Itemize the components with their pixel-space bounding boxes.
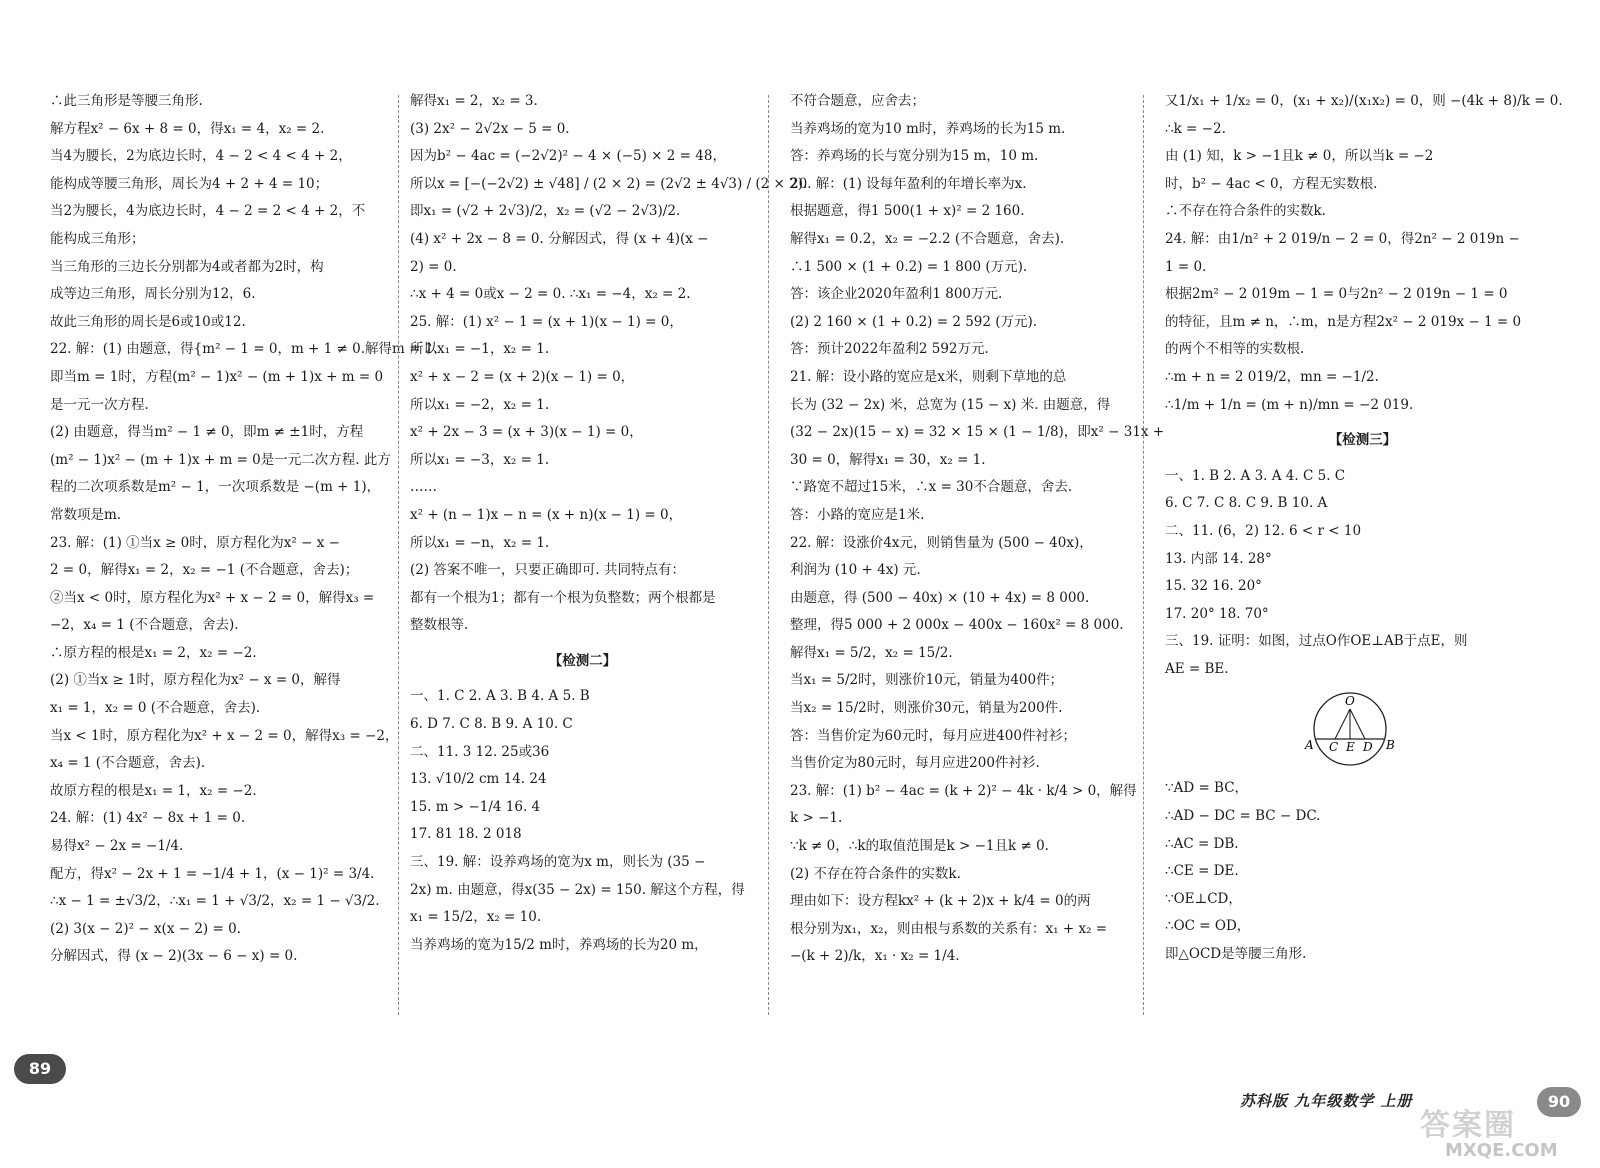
text-line: x₁ = 15/2，x₂ = 10.: [410, 909, 542, 926]
text-line: 22. 解：设涨价4x元，则销售量为 (500 − 40x)，: [790, 534, 1093, 551]
text-line: 根据题意，得1 500(1 + x)² = 2 160.: [790, 203, 1025, 220]
text-line: 配方，得x² − 2x + 1 = −1/4 + 1，(x − 1)² = 3/4.: [50, 865, 375, 882]
text-line: 故原方程的根是x₁ = 1，x₂ = −2.: [50, 782, 257, 799]
text-line: 二、11. 3 12. 25或36: [410, 743, 550, 760]
text-line: 不符合题意，应舍去；: [790, 93, 925, 109]
text-line: 易得x² − 2x = −1/4.: [50, 838, 184, 855]
text-line: 24. 解：(1) 4x² − 8x + 1 = 0.: [50, 810, 246, 827]
text-line: x² + 2x − 3 = (x + 3)(x − 1) = 0，: [410, 424, 643, 441]
text-line: 三、19. 解：设养鸡场的宽为x m，则长为 (35 −: [410, 854, 706, 871]
text-line: 23. 解：(1) b² − 4ac = (k + 2)² − 4k · k/4 > 0，解得: [790, 782, 1137, 799]
text-line: 20. 解：(1) 设每年盈利的年增长率为x.: [790, 175, 1027, 192]
text-line: 解得x₁ = 0.2，x₂ = −2.2 (不合题意，舍去).: [790, 230, 1065, 247]
text-line: x² + x − 2 = (x + 2)(x − 1) = 0，: [410, 368, 635, 385]
text-line: ∴此三角形是等腰三角形.: [50, 93, 203, 109]
segment-oc: [1335, 709, 1350, 739]
text-line: 又1/x₁ + 1/x₂ = 0，(x₁ + x₂)/(x₁x₂) = 0，则 −(4k + 8)/k = 0.: [1165, 93, 1563, 109]
column-4-mid: [1165, 463, 1560, 684]
text-line: (32 − 2x)(15 − x) = 32 × 15 × (1 − 1/8)，即x² − 31x +: [790, 424, 1165, 441]
text-line: ∵AD = BC，: [1165, 780, 1249, 797]
text-line: 程的二次项系数是m² − 1，一次项系数是 −(m + 1)，: [50, 479, 381, 496]
text-line: 即当m = 1时，方程(m² − 1)x² − (m + 1)x + m = 0: [50, 368, 384, 385]
text-line: (2) 3(x − 2)² − x(x − 2) = 0.: [50, 920, 241, 937]
text-line: 所以x = [−(−2√2) ± √48] / (2 × 2) = (2√2 ± 4√3) / (2 × 2).: [410, 175, 808, 192]
text-line: ②当x < 0时，原方程化为x² + x − 2 = 0，解得x₃ =: [50, 589, 375, 606]
text-line: 当2为腰长，4为底边长时，4 − 2 = 2 < 4 + 2，不: [50, 203, 366, 220]
text-line: 利润为 (10 + 4x) 元.: [790, 562, 921, 579]
text-line: 当x₁ = 5/2时，则涨价10元，销量为400件；: [790, 672, 1064, 689]
text-line: 答：该企业2020年盈利1 800万元.: [790, 286, 1003, 303]
segment-od: [1350, 709, 1365, 739]
text-line: 整理，得5 000 + 2 000x − 400x − 160x² = 8 000.: [790, 617, 1124, 634]
text-line: 23. 解：(1) ①当x ≥ 0时，原方程化为x² − x −: [50, 534, 340, 551]
column-4: [1165, 88, 1563, 969]
text-line: 常数项是m.: [50, 506, 122, 523]
text-line: (2) 2 160 × (1 + 0.2) = 2 592 (万元).: [790, 313, 1038, 330]
text-line: ∵k ≠ 0，∴k的取值范围是k > −1且k ≠ 0.: [790, 838, 1049, 855]
text-line: 都有一个根为1；都有一个根为负整数；两个根都是: [410, 589, 716, 606]
text-line: −2，x₄ = 1 (不合题意，舍去).: [50, 617, 239, 634]
text-line: −(k + 2)/k，x₁ · x₂ = 1/4.: [790, 948, 960, 965]
text-line: 13. √10/2 cm 14. 24: [410, 771, 547, 788]
text-line: 一、1. C 2. A 3. B 4. A 5. B: [410, 688, 590, 705]
text-line: 故此三角形的周长是6或10或12.: [50, 313, 246, 330]
text-line: ∴AC = DB.: [1165, 835, 1239, 852]
text-line: 整数根等.: [410, 617, 469, 634]
text-line: 当4为腰长，2为底边长时，4 − 2 < 4 < 4 + 2，: [50, 148, 352, 165]
text-line: 即x₁ = (√2 + 2√3)/2，x₂ = (√2 − 2√3)/2.: [410, 203, 681, 220]
watermark-url: MXQE.COM: [1445, 1140, 1558, 1161]
text-line: (2) 由题意，得当m² − 1 ≠ 0，即m ≠ ±1时，方程: [50, 424, 364, 441]
section-title-test-2: 【检测二】: [548, 652, 617, 669]
text-line: 长为 (32 − 2x) 米，总宽为 (15 − x) 米. 由题意，得: [790, 396, 1111, 413]
text-line: 当x < 1时，原方程化为x² + x − 2 = 0，解得x₃ = −2，: [50, 727, 399, 744]
text-line: 成等边三角形，周长分别为12，6.: [50, 286, 256, 303]
text-line: (3) 2x² − 2√2x − 5 = 0.: [410, 120, 570, 137]
text-line: 所以x₁ = −3，x₂ = 1.: [410, 451, 550, 468]
text-line: 二、11. (6，2) 12. 6 < r < 10: [1165, 522, 1362, 539]
column-divider: [398, 95, 399, 1015]
text-line: 当养鸡场的宽为15/2 m时，养鸡场的长为20 m，: [410, 936, 708, 953]
text-line: 能构成三角形；: [50, 230, 145, 247]
text-line: 6. C 7. C 8. C 9. B 10. A: [1165, 495, 1328, 512]
label-a: A: [1305, 738, 1314, 753]
text-line: 21. 解：设小路的宽应是x米，则剩下草地的总: [790, 368, 1067, 385]
text-line: 2 = 0，解得x₁ = 2，x₂ = −1 (不合题意，舍去)；: [50, 562, 359, 579]
text-line: 当售价定为80元时，每月应进200件衬衫.: [790, 755, 1040, 772]
text-line: ∴1 500 × (1 + 0.2) = 1 800 (万元).: [790, 258, 1028, 275]
text-line: 由 (1) 知，k > −1且k ≠ 0，所以当k = −2: [1165, 148, 1434, 165]
text-line: 解方程x² − 6x + 8 = 0，得x₁ = 4，x₂ = 2.: [50, 120, 325, 137]
watermark-logo: 答案圈: [1420, 1108, 1516, 1143]
text-line: 所以x₁ = −n，x₂ = 1.: [410, 534, 550, 551]
text-line: ∴x + 4 = 0或x − 2 = 0. ∴x₁ = −4，x₂ = 2.: [410, 286, 691, 303]
column-4-bottom: [1165, 775, 1560, 968]
text-line: 三、19. 证明：如图，过点O作OE⊥AB于点E，则: [1165, 633, 1468, 650]
text-line: 答：小路的宽应是1米.: [790, 506, 925, 523]
page-number-left: 89: [14, 1054, 66, 1084]
text-line: 答：养鸡场的长与宽分别为15 m，10 m.: [790, 148, 1039, 165]
column-3: [790, 88, 1165, 971]
text-line: 当养鸡场的宽为10 m时，养鸡场的长为15 m.: [790, 120, 1066, 137]
text-line: 即△OCD是等腰三角形.: [1165, 946, 1307, 963]
text-line: 时，b² − 4ac < 0，方程无实数根.: [1165, 175, 1378, 192]
text-line: 根分别为x₁，x₂，则由根与系数的关系有：x₁ + x₂ =: [790, 920, 1108, 937]
text-line: ∴AD − DC = BC − DC.: [1165, 808, 1321, 825]
text-line: (2) 不存在符合条件的实数k.: [790, 865, 961, 882]
text-line: ∴1/m + 1/n = (m + n)/mn = −2 019.: [1165, 396, 1414, 413]
text-line: 当三角形的三边长分别都为4或者都为2时，构: [50, 258, 324, 275]
section-title-test-3: 【检测三】: [1328, 432, 1397, 449]
text-line: x₁ = 1，x₂ = 0 (不合题意，舍去).: [50, 700, 261, 717]
column-2-top: [410, 88, 808, 640]
text-line: ∴原方程的根是x₁ = 2，x₂ = −2.: [50, 644, 257, 661]
text-line: x₄ = 1 (不合题意，舍去).: [50, 755, 206, 772]
text-line: 解得x₁ = 2，x₂ = 3.: [410, 93, 538, 109]
column-2: [410, 88, 808, 959]
text-line: 因为b² − 4ac = (−2√2)² − 4 × (−5) × 2 = 48，: [410, 148, 726, 165]
text-line: ∴不存在符合条件的实数k.: [1165, 203, 1326, 220]
text-line: (m² − 1)x² − (m + 1)x + m = 0是一元二次方程. 此方: [50, 451, 391, 468]
text-line: 所以x₁ = −1，x₂ = 1.: [410, 341, 550, 358]
text-line: ……: [410, 479, 437, 496]
text-line: 答：预计2022年盈利2 592万元.: [790, 341, 989, 358]
text-line: 6. D 7. C 8. B 9. A 10. C: [410, 716, 573, 733]
text-line: ∴OC = OD，: [1165, 918, 1251, 935]
text-line: (4) x² + 2x − 8 = 0. 分解因式，得 (x + 4)(x −: [410, 230, 709, 247]
text-line: 17. 81 18. 2 018: [410, 826, 522, 843]
text-line: 25. 解：(1) x² − 1 = (x + 1)(x − 1) = 0，: [410, 313, 683, 330]
text-line: (2) 答案不唯一，只要正确即可. 共同特点有：: [410, 562, 685, 579]
label-b: B: [1386, 738, 1395, 753]
text-line: 是一元一次方程.: [50, 396, 149, 413]
column-divider: [768, 95, 769, 1015]
text-line: 的特征，且m ≠ n，∴m，n是方程2x² − 2 019x − 1 = 0: [1165, 313, 1522, 330]
text-line: ∴m + n = 2 019/2，mn = −1/2.: [1165, 368, 1379, 385]
text-line: ∴k = −2.: [1165, 120, 1226, 137]
text-line: 解得x₁ = 5/2，x₂ = 15/2.: [790, 644, 953, 661]
text-line: 能构成等腰三角形，周长为4 + 2 + 4 = 10；: [50, 175, 329, 192]
text-line: 24. 解：由1/n² + 2 019/n − 2 = 0，得2n² − 2 019n −: [1165, 230, 1520, 247]
text-line: 当x₂ = 15/2时，则涨价30元，销量为200件.: [790, 700, 1063, 717]
label-d: D: [1363, 740, 1373, 755]
label-o: O: [1345, 694, 1355, 709]
text-line: (2) ①当x ≥ 1时，原方程化为x² − x = 0，解得: [50, 672, 341, 689]
text-line: 2) = 0.: [410, 258, 457, 275]
text-line: 15. m > −1/4 16. 4: [410, 798, 541, 815]
text-line: ∵OE⊥CD，: [1165, 890, 1242, 907]
text-line: 由题意，得 (500 − 40x) × (10 + 4x) = 8 000.: [790, 589, 1090, 606]
book-info: 苏科版 九年级数学 上册: [1240, 1092, 1413, 1110]
column-1: [50, 88, 438, 971]
label-e: E: [1346, 740, 1355, 755]
text-line: 所以x₁ = −2，x₂ = 1.: [410, 396, 550, 413]
circle-diagram: [1255, 687, 1425, 769]
text-line: 15. 32 16. 20°: [1165, 578, 1262, 595]
text-line: 17. 20° 18. 70°: [1165, 605, 1269, 622]
page-number-right: 90: [1537, 1087, 1581, 1117]
text-line: 理由如下：设方程kx² + (k + 2)x + k/4 = 0的两: [790, 893, 1091, 910]
text-line: 一、1. B 2. A 3. A 4. C 5. C: [1165, 467, 1346, 484]
text-line: 的两个不相等的实数根.: [1165, 341, 1305, 358]
text-line: 22. 解：(1) 由题意，得{m² − 1 = 0，m + 1 ≠ 0.解得m = 1.: [50, 341, 438, 358]
text-line: 分解因式，得 (x − 2)(3x − 6 − x) = 0.: [50, 948, 298, 965]
text-line: x² + (n − 1)x − n = (x + n)(x − 1) = 0，: [410, 506, 683, 523]
text-line: 1 = 0.: [1165, 258, 1207, 275]
text-line: k > −1.: [790, 810, 843, 827]
text-line: AE = BE.: [1165, 660, 1229, 677]
column-4-top: [1165, 88, 1563, 419]
text-line: ∴x − 1 = ±√3/2，∴x₁ = 1 + √3/2，x₂ = 1 − √3/2.: [50, 893, 380, 910]
text-line: ∵路宽不超过15米，∴x = 30不合题意，舍去.: [790, 479, 1073, 496]
label-c: C: [1329, 740, 1339, 755]
text-line: 13. 内部 14. 28°: [1165, 550, 1272, 567]
column-divider: [1143, 95, 1144, 1015]
text-line: 答：当售价定为60元时，每月应进400件衬衫；: [790, 727, 1076, 744]
text-line: ∴CE = DE.: [1165, 863, 1239, 880]
text-line: 根据2m² − 2 019m − 1 = 0与2n² − 2 019n − 1 = 0: [1165, 286, 1508, 303]
column-2-bottom: [410, 683, 755, 959]
text-line: 30 = 0，解得x₁ = 30，x₂ = 1.: [790, 451, 986, 468]
text-line: 2x) m. 由题意，得x(35 − 2x) = 150. 解这个方程，得: [410, 881, 745, 898]
